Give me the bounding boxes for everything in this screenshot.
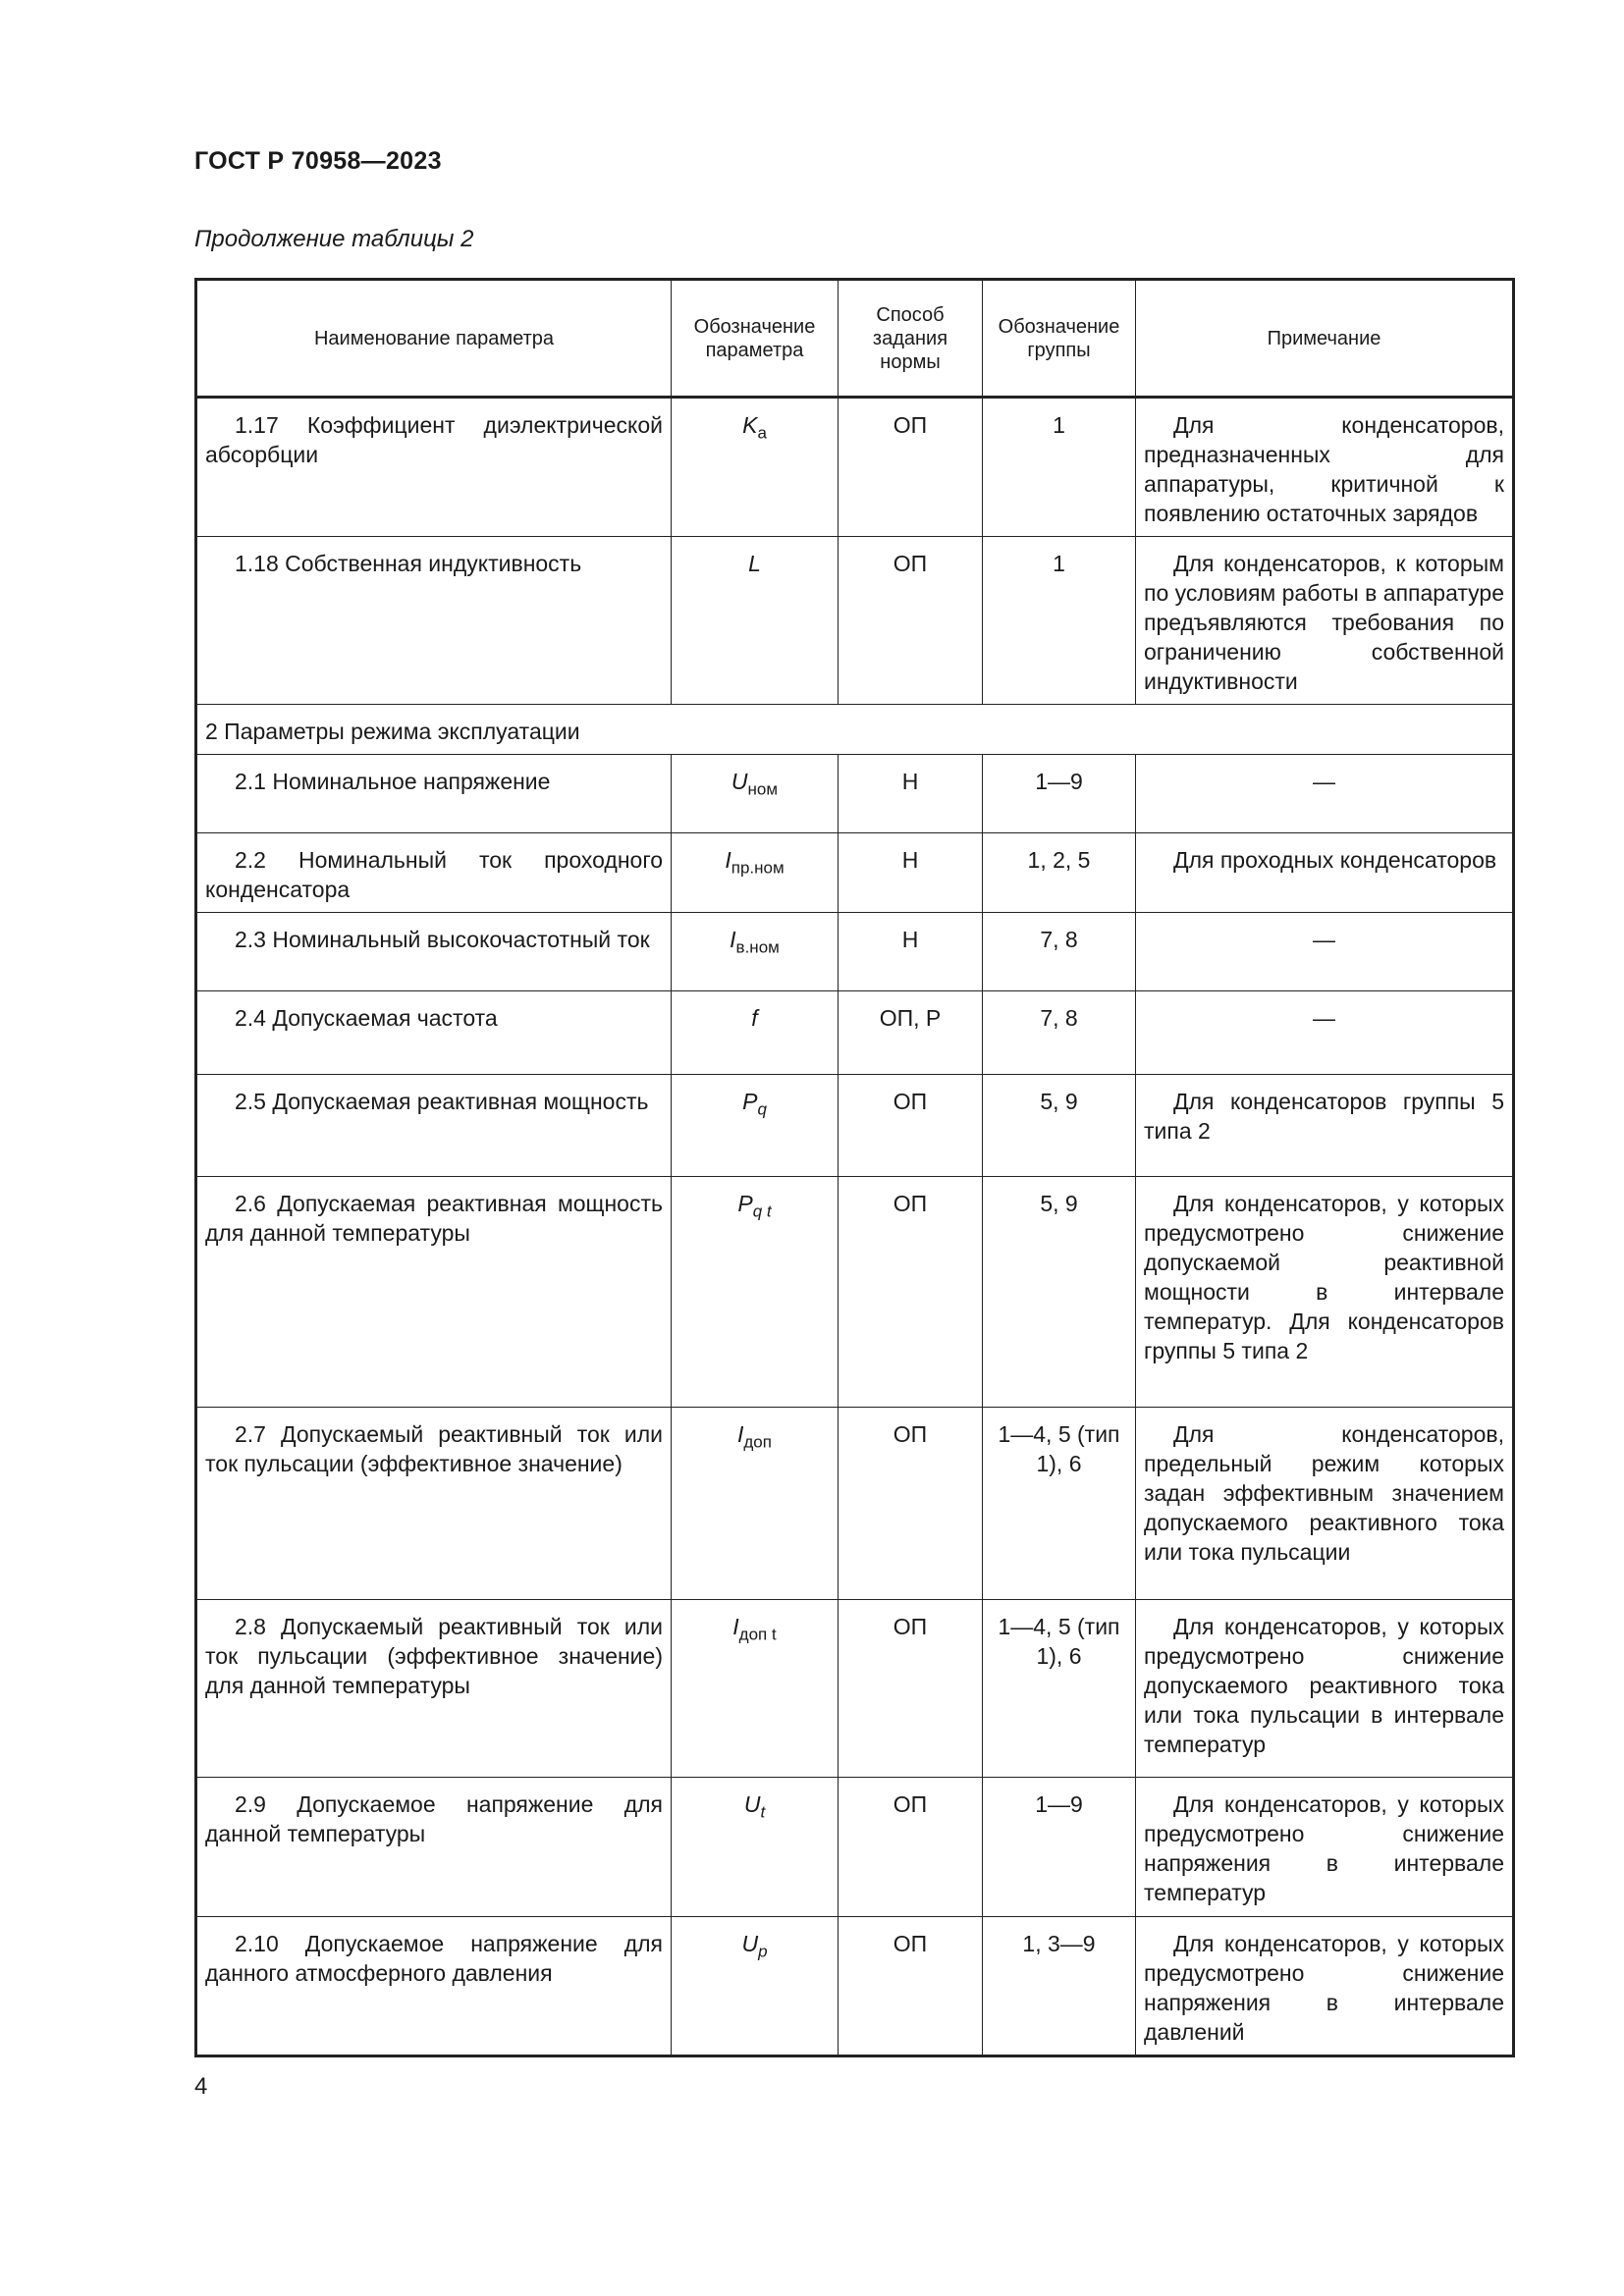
parameter-symbol — [672, 755, 839, 833]
column-header: Примечание — [1136, 280, 1514, 398]
parameter-name-text: 1.17 Коэффициент диэлектрической абсорбции — [205, 412, 663, 467]
symbol-letter: P — [742, 1089, 758, 1114]
note-text: Для конденсаторов, у которых предусмотрено снижение напряжения в интервале температур — [1144, 1791, 1504, 1905]
note — [1136, 833, 1514, 913]
parameter-symbol — [672, 833, 839, 913]
note-text: Для конденсаторов, у которых предусмотрено снижение напряжения в интервале давлений — [1144, 1931, 1504, 2045]
norm-method: ОП — [839, 398, 983, 537]
symbol-subscript: а — [757, 423, 767, 443]
norm-method: ОП — [839, 1778, 983, 1917]
parameter-symbol — [672, 1778, 839, 1917]
norm-method: Н — [839, 755, 983, 833]
parameter-symbol — [672, 1600, 839, 1778]
table-row — [196, 755, 1514, 833]
table-row — [196, 1917, 1514, 2056]
note-text: Для конденсаторов, предельный режим которых задан эффективным значением допускаемого реактивного тока или тока пульсации — [1144, 1421, 1504, 1565]
note — [1136, 1075, 1514, 1177]
group-designation: 1 — [983, 537, 1136, 705]
parameter-name — [196, 991, 672, 1075]
symbol-subscript: ном — [747, 779, 779, 799]
page-number: 4 — [194, 2073, 208, 2100]
norm-method: ОП — [839, 1917, 983, 2056]
group-designation: 7, 8 — [983, 991, 1136, 1075]
symbol-subscript: доп — [743, 1432, 772, 1452]
symbol-subscript: q — [757, 1099, 767, 1119]
group-designation: 1, 2, 5 — [983, 833, 1136, 913]
parameter-name — [196, 913, 672, 991]
symbol-letter: I — [725, 847, 731, 873]
symbol-subscript: доп t — [738, 1625, 777, 1644]
note — [1136, 398, 1514, 537]
note-text: Для конденсаторов, к которым по условиям работы в аппаратуре предъявляются требования по ограничению собственной индуктивности — [1144, 551, 1504, 694]
parameter-name-text: 2.5 Допускаемая реактивная мощность — [235, 1089, 649, 1114]
note — [1136, 537, 1514, 705]
parameter-name-text: 2.4 Допускаемая частота — [235, 1005, 498, 1031]
parameter-name — [196, 833, 672, 913]
group-designation: 5, 9 — [983, 1075, 1136, 1177]
section-row — [196, 705, 1514, 755]
table-header-row — [196, 280, 1514, 398]
symbol-letter: I — [737, 1421, 744, 1447]
parameter-name — [196, 1177, 672, 1408]
table-row — [196, 398, 1514, 537]
document-code: ГОСТ Р 70958—2023 — [194, 147, 442, 175]
parameter-name-text: 2.6 Допускаемая реактивная мощность для данной температуры — [205, 1191, 663, 1246]
symbol-letter: U — [743, 1791, 761, 1817]
parameter-name-text: 1.18 Собственная индуктивность — [235, 551, 582, 576]
group-designation: 5, 9 — [983, 1177, 1136, 1408]
note — [1136, 1177, 1514, 1408]
group-designation: 1—4, 5 (тип 1), 6 — [983, 1600, 1136, 1778]
parameter-name-text: 2.3 Номинальный высокочастотный ток — [235, 927, 650, 952]
group-designation: 1 — [983, 398, 1136, 537]
table-row — [196, 1600, 1514, 1778]
parameter-name-text: 2.9 Допускаемое напряжение для данной температуры — [205, 1791, 663, 1846]
table-caption: Продолжение таблицы 2 — [194, 226, 474, 252]
symbol-subscript: р — [758, 1942, 768, 1961]
symbol-letter: I — [732, 1614, 739, 1639]
norm-method: Н — [839, 833, 983, 913]
note: — — [1136, 913, 1514, 991]
parameter-name — [196, 398, 672, 537]
parameter-symbol — [672, 913, 839, 991]
parameter-symbol — [672, 1177, 839, 1408]
note-text: Для проходных конденсаторов — [1173, 847, 1497, 873]
parameter-name — [196, 1778, 672, 1917]
symbol-letter: U — [741, 1931, 759, 1956]
parameter-symbol — [672, 398, 839, 537]
section-title: 2 Параметры режима эксплуатации — [196, 705, 1514, 755]
parameter-name — [196, 1408, 672, 1600]
norm-method: ОП — [839, 1408, 983, 1600]
norm-method: ОП — [839, 1075, 983, 1177]
parameter-symbol — [672, 1917, 839, 2056]
group-designation: 1—9 — [983, 755, 1136, 833]
table-row — [196, 1177, 1514, 1408]
parameters-table — [194, 278, 1515, 2057]
group-designation: 7, 8 — [983, 913, 1136, 991]
symbol-letter: P — [737, 1191, 753, 1216]
note — [1136, 1600, 1514, 1778]
parameter-name-text: 2.10 Допускаемое напряжение для данного атмосферного давления — [205, 1931, 663, 1986]
column-header: Наименование параметра — [196, 280, 672, 398]
column-header: Обозначение параметра — [672, 280, 839, 398]
table-row — [196, 913, 1514, 991]
table-row — [196, 537, 1514, 705]
symbol-subscript: q t — [752, 1201, 772, 1221]
parameter-name — [196, 1075, 672, 1177]
note — [1136, 1408, 1514, 1600]
parameter-name — [196, 1600, 672, 1778]
group-designation: 1—4, 5 (тип 1), 6 — [983, 1408, 1136, 1600]
note: — — [1136, 991, 1514, 1075]
parameter-name — [196, 537, 672, 705]
parameter-name-text: 2.1 Номинальное напряжение — [235, 769, 551, 794]
table-body — [196, 398, 1514, 2056]
parameter-symbol — [672, 991, 839, 1075]
parameter-symbol — [672, 1075, 839, 1177]
parameter-name-text: 2.8 Допускаемый реактивный ток или ток пульсации (эффективное значение) для данной температуры — [205, 1614, 663, 1698]
table-row — [196, 1075, 1514, 1177]
table-row — [196, 991, 1514, 1075]
column-header: Обозначение группы — [983, 280, 1136, 398]
table-row — [196, 1778, 1514, 1917]
parameter-symbol — [672, 1408, 839, 1600]
symbol-letter: I — [730, 927, 736, 952]
note-text: Для конденсаторов, у которых предусмотрено снижение допускаемого реактивного тока или тока пульсации в интервале температур — [1144, 1614, 1504, 1757]
parameter-name-text: 2.2 Номинальный ток проходного конденсатора — [205, 847, 663, 902]
column-header: Способ задания нормы — [839, 280, 983, 398]
note-text: Для конденсаторов, предназначенных для аппаратуры, критичной к появлению остаточных зарядов — [1144, 412, 1504, 526]
table-row — [196, 1408, 1514, 1600]
note-text: Для конденсаторов группы 5 типа 2 — [1144, 1089, 1504, 1144]
norm-method: ОП — [839, 1177, 983, 1408]
norm-method: ОП — [839, 1600, 983, 1778]
symbol-subscript: в.ном — [735, 937, 780, 957]
table-row — [196, 833, 1514, 913]
note — [1136, 1917, 1514, 2056]
parameter-name — [196, 1917, 672, 2056]
parameter-symbol — [672, 537, 839, 705]
symbol-subscript: пр.ном — [731, 858, 785, 878]
group-designation: 1—9 — [983, 1778, 1136, 1917]
note: — — [1136, 755, 1514, 833]
symbol-subscript: t — [760, 1802, 766, 1822]
symbol-letter: K — [742, 412, 758, 438]
norm-method: Н — [839, 913, 983, 991]
note-text: Для конденсаторов, у которых предусмотрено снижение допускаемой реактивной мощности в интервале температур. Для конденсаторов группы 5 типа 2 — [1144, 1191, 1504, 1363]
parameter-name — [196, 755, 672, 833]
symbol-letter: f — [751, 1005, 758, 1031]
group-designation: 1, 3—9 — [983, 1917, 1136, 2056]
norm-method: ОП, Р — [839, 991, 983, 1075]
norm-method: ОП — [839, 537, 983, 705]
symbol-letter: U — [731, 769, 748, 794]
symbol-letter: L — [748, 551, 761, 576]
parameter-name-text: 2.7 Допускаемый реактивный ток или ток пульсации (эффективное значение) — [205, 1421, 663, 1476]
note — [1136, 1778, 1514, 1917]
